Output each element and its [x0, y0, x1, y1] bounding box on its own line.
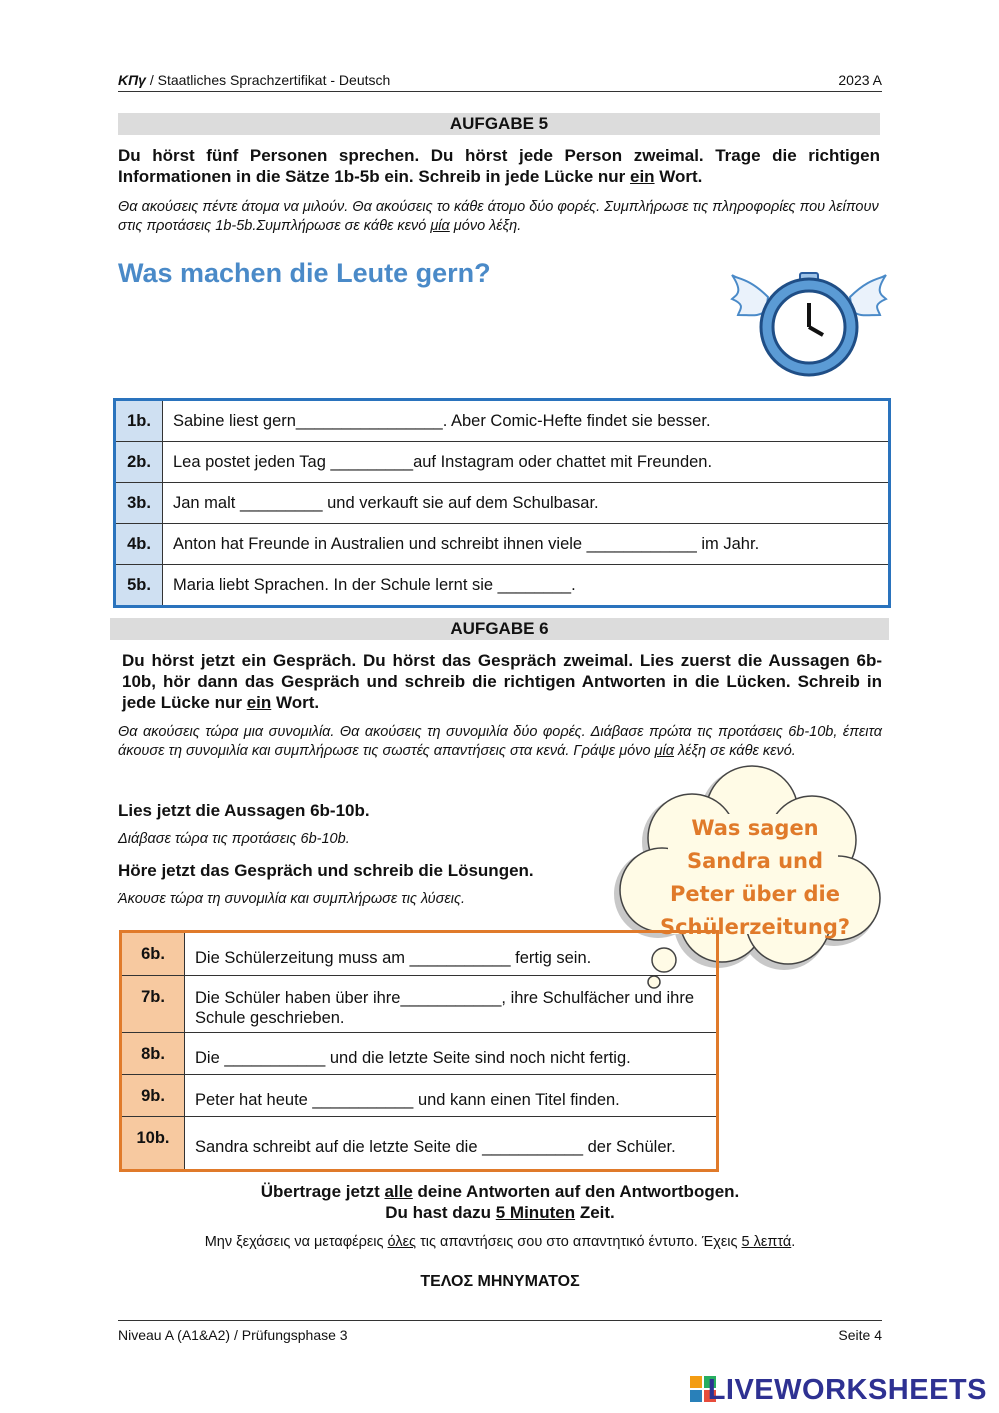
task5-table — [113, 398, 891, 608]
table-row — [121, 1075, 718, 1117]
transfer-gr-u1: όλες — [387, 1234, 417, 1250]
cloud-line: Peter über die — [670, 882, 840, 906]
brand-name[interactable]: LIVEWORKSHEETS — [707, 1374, 987, 1406]
row-number: 4b. — [115, 524, 163, 565]
transfer-l2-u: 5 Minuten — [495, 1203, 576, 1222]
transfer-l2-a: Du hast dazu — [385, 1203, 496, 1222]
hoere-heading: Höre jetzt das Gespräch und schreib die Lösungen. — [118, 861, 534, 880]
transfer-gr-c: . — [791, 1234, 796, 1250]
task6-instr-a: Du hörst jetzt ein Gespräch. Du hörst das Gespräch zweimal. Lies zuerst die Aussagen 6b-10b, hör dann das Gespräch und schreib die richtigen Antworten in die Lücken. Schreib in jede Lücke nur — [122, 651, 882, 712]
transfer-gr-u2: 5 λεπτά — [741, 1234, 792, 1250]
row-sentence[interactable]: Sandra schreibt auf die letzte Seite die ___________ der Schüler. — [195, 1138, 676, 1156]
table-row — [115, 442, 890, 483]
transfer-gr-a: Μην ξεχάσεις να μεταφέρεις — [204, 1234, 388, 1250]
row-number: 2b. — [115, 442, 163, 483]
task5-greek-u: μία — [430, 218, 450, 234]
header-title: / Staatliches Sprachzertifikat - Deutsch — [145, 72, 391, 88]
page-footer — [118, 1320, 882, 1343]
task6-greek-u: μία — [654, 743, 674, 759]
task5-instr-b: Wort. — [654, 167, 703, 186]
row-number: 1b. — [115, 400, 163, 442]
lies-heading: Lies jetzt die Aussagen 6b-10b. — [118, 801, 370, 820]
task5-greek-a: Θα ακούσεις πέντε άτομα να μιλούν. Θα ακούσεις το κάθε άτομο δύο φορές. Συμπλήρωσε τις πληροφορίες που λείπουν στις προτάσεις 1b-5b.Συμπλήρωσε σε κάθε κενό — [118, 199, 879, 234]
page-header — [118, 72, 882, 92]
row-number: 6b. — [121, 932, 185, 976]
task6-instr-u: ein — [246, 693, 272, 712]
task6-greek-a: Θα ακούσεις τώρα μια συνομιλία. Θα ακούσεις τη συνομιλία δύο φορές. Διάβασε πρώτα τις προτάσεις 6b-10b, έπειτα άκουσε τη συνομιλία και συμπλήρωσε τις σωστές απαντήσεις στα κενά. Γράψε μόνο — [118, 724, 882, 759]
transfer-l1-u: alle — [384, 1182, 413, 1201]
transfer-greek — [110, 1234, 890, 1250]
winged-clock-icon — [728, 265, 890, 377]
header-code: ΚΠγ — [118, 72, 146, 88]
task5-instructions — [118, 145, 880, 187]
transfer-l1-a: Übertrage jetzt — [260, 1182, 385, 1201]
row-sentence[interactable]: Peter hat heute ___________ und kann einen Titel finden. — [185, 1075, 718, 1117]
footer-right: Seite 4 — [838, 1327, 882, 1343]
table-row — [115, 524, 890, 565]
task5-title: Was machen die Leute gern? — [118, 258, 491, 288]
table-row — [115, 400, 890, 442]
cloud-line: Schülerzeitung? — [659, 915, 851, 939]
row-sentence[interactable]: Die Schüler haben über ihre___________, ihre Schulfächer und ihre Schule geschrieben. — [185, 976, 718, 1033]
row-number: 5b. — [115, 565, 163, 607]
header-left — [118, 72, 390, 88]
end-message: ΤΕΛΟΣ ΜΗΝΥΜΑΤΟΣ — [420, 1273, 580, 1290]
lies-greek: Διάβασε τώρα τις προτάσεις 6b-10b. — [118, 831, 350, 847]
footer-left: Niveau A (A1&A2) / Prüfungsphase 3 — [118, 1327, 348, 1343]
row-sentence[interactable]: Jan malt _________ und verkauft sie auf dem Schulbasar. — [163, 483, 890, 524]
task6-greek — [118, 723, 882, 761]
table-row — [121, 976, 718, 1033]
row-number: 8b. — [121, 1033, 185, 1075]
cloud-line: Sandra und — [686, 849, 824, 873]
task5-instr-u: ein — [629, 167, 655, 186]
task6-instructions — [122, 650, 882, 713]
row-sentence[interactable]: Anton hat Freunde in Australien und schreibt ihnen viele ____________ im Jahr. — [163, 524, 890, 565]
table-row — [121, 1117, 718, 1171]
row-number: 7b. — [121, 976, 185, 1033]
header-year: 2023 A — [838, 72, 882, 88]
task6-table — [119, 930, 719, 1172]
transfer-line-1 — [110, 1181, 890, 1202]
row-number: 3b. — [115, 483, 163, 524]
transfer-l1-b: deine Antworten auf den Antwortbogen. — [412, 1182, 740, 1201]
transfer-instructions — [110, 1181, 890, 1223]
transfer-gr-b: τις απαντήσεις σου στο απαντητικό έντυπο. Έχεις — [416, 1234, 742, 1250]
table-row — [115, 483, 890, 524]
row-sentence[interactable]: Die ___________ und die letzte Seite sind noch nicht fertig. — [185, 1033, 718, 1075]
row-sentence[interactable]: Maria liebt Sprachen. In der Schule lernt sie ________. — [173, 575, 576, 594]
row-number: 10b. — [121, 1117, 185, 1171]
cloud-text — [645, 812, 865, 944]
row-sentence[interactable]: Lea postet jeden Tag _________auf Instagram oder chattet mit Freunden. — [163, 442, 890, 483]
row-number: 9b. — [121, 1075, 185, 1117]
table-row — [121, 932, 718, 976]
task6-bar: AUFGABE 6 — [110, 618, 889, 640]
row-sentence[interactable]: Sabine liest gern________________. Aber Comic-Hefte findet sie besser. — [163, 400, 890, 442]
table-row — [121, 1033, 718, 1075]
transfer-l2-b: Zeit. — [575, 1203, 615, 1222]
table-row — [115, 565, 890, 607]
cloud-line: Was sagen — [691, 816, 819, 840]
task5-greek-b: μόνο λέξη. — [449, 218, 522, 234]
task6-greek-b: λέξη σε κάθε κενό. — [674, 743, 796, 759]
task6-instr-b: Wort. — [271, 693, 320, 712]
hoere-greek: Άκουσε τώρα τη συνομιλία και συμπλήρωσε τις λύσεις. — [118, 891, 466, 907]
task5-greek — [118, 198, 898, 236]
transfer-line-2 — [110, 1202, 890, 1223]
row-sentence[interactable]: Die Schülerzeitung muss am ___________ fertig sein. — [185, 932, 718, 976]
task5-instr-a: Du hörst fünf Personen sprechen. Du hörst jede Person zweimal. Trage die richtigen Informationen in die Sätze 1b-5b ein. Schreib in jede Lücke nur — [118, 146, 880, 186]
task5-bar: AUFGABE 5 — [118, 113, 880, 135]
